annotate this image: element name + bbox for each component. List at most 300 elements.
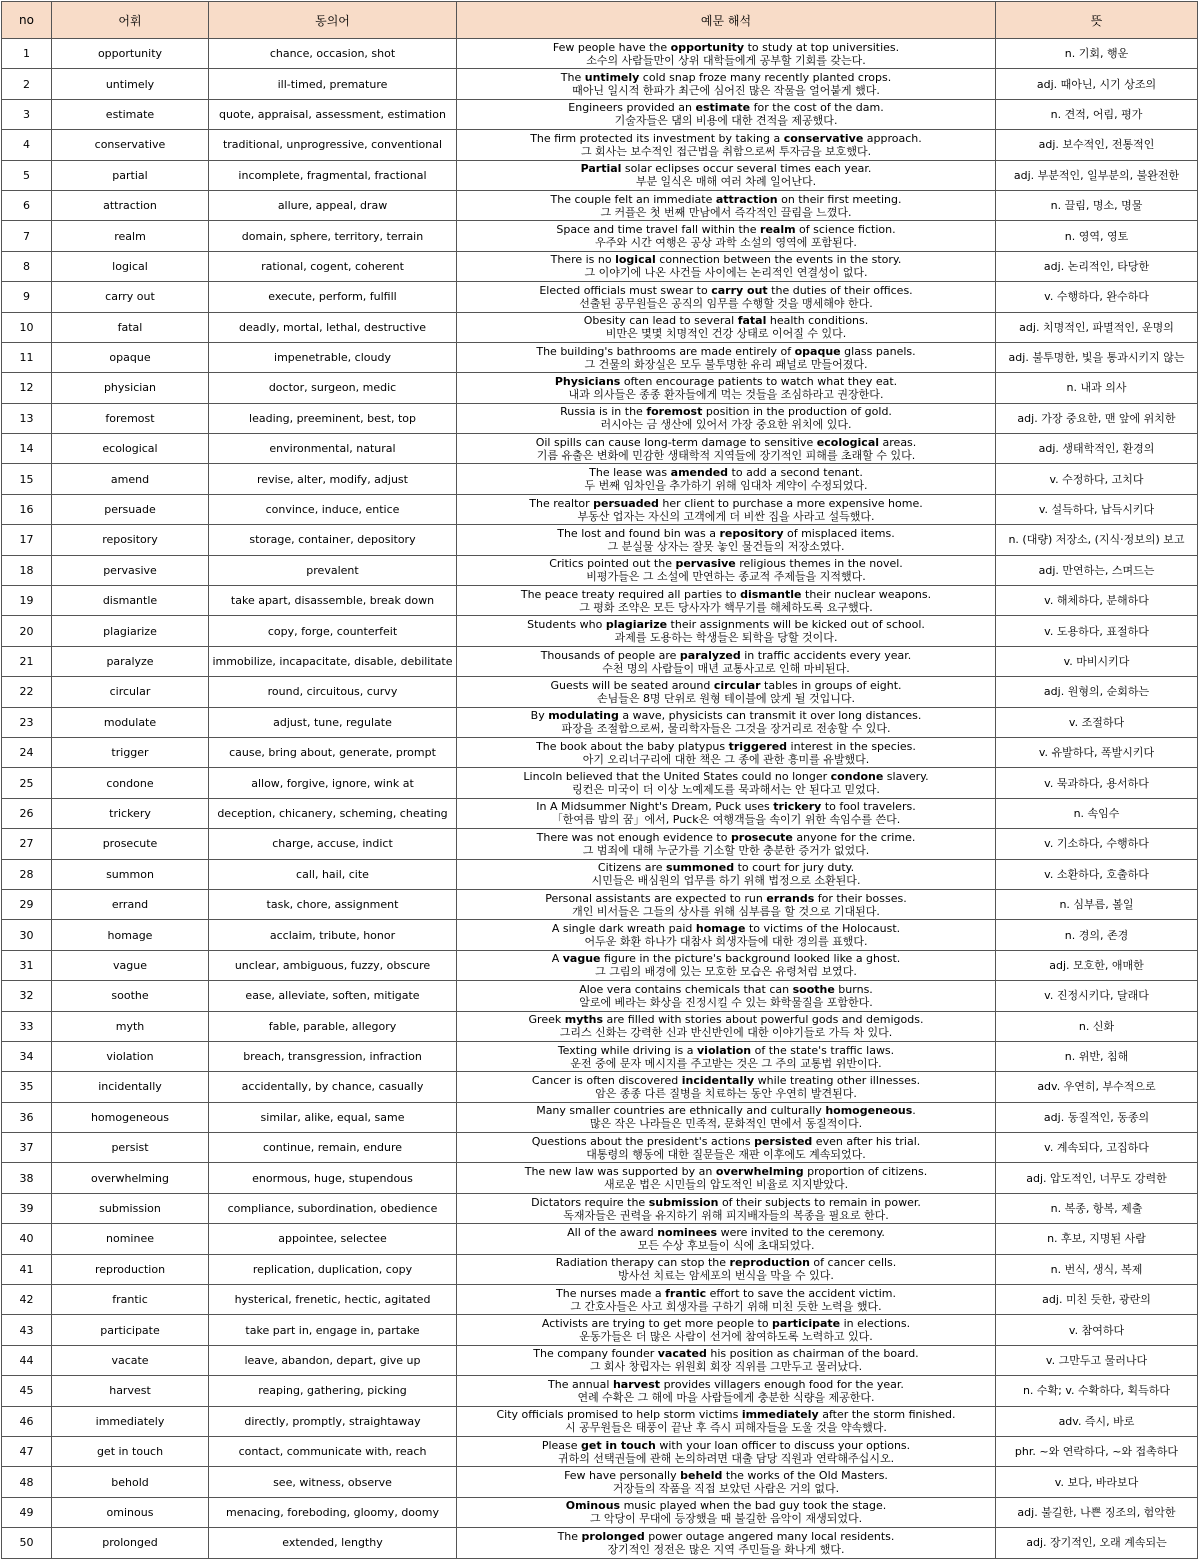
example-cell — [457, 707, 996, 737]
table-row — [2, 1467, 1198, 1497]
example-english — [459, 1408, 993, 1421]
example-keyword: summoned — [666, 861, 735, 875]
example-text-before: The lost and found bin was a — [557, 526, 720, 540]
vocab-word: trickery — [52, 798, 209, 828]
example-text-before: A — [551, 952, 563, 966]
row-number: 8 — [2, 251, 52, 281]
row-number: 9 — [2, 282, 52, 312]
synonyms: doctor, surgeon, medic — [209, 373, 457, 403]
example-cell — [457, 1041, 996, 1071]
synonyms: menacing, foreboding, gloomy, doomy — [209, 1497, 457, 1527]
meaning: n. 끌림, 명소, 명물 — [996, 190, 1198, 220]
synonyms: replication, duplication, copy — [209, 1254, 457, 1284]
example-cell — [457, 1376, 996, 1406]
synonyms: rational, cogent, coherent — [209, 251, 457, 281]
example-english — [459, 800, 993, 813]
row-number: 33 — [2, 1011, 52, 1041]
example-text-before: Thousands of people are — [540, 648, 680, 662]
meaning: n. 속임수 — [996, 798, 1198, 828]
vocab-word: logical — [52, 251, 209, 281]
row-number: 20 — [2, 616, 52, 646]
row-number: 44 — [2, 1345, 52, 1375]
example-text-after: effort to save the accident victim. — [706, 1286, 896, 1300]
example-text-after: of their subjects to remain in power. — [718, 1195, 921, 1209]
example-text-after: their assignments will be kicked out of school. — [667, 618, 925, 632]
example-keyword: trickery — [773, 800, 822, 814]
example-text-after: to court for jury duty. — [734, 861, 855, 875]
synonyms: contact, communicate with, reach — [209, 1436, 457, 1466]
table-row — [2, 190, 1198, 220]
example-keyword: foremost — [646, 405, 703, 419]
meaning: adj. 모호한, 애매한 — [996, 950, 1198, 980]
example-cell — [457, 1011, 996, 1041]
meaning: n. 영역, 영토 — [996, 221, 1198, 251]
synonyms: execute, perform, fulfill — [209, 282, 457, 312]
example-text-before: Citizens are — [597, 861, 667, 875]
example-korean: 「한여름 밤의 꿈」에서, Puck은 여행객들을 속이기 위한 속임수를 쓴다. — [551, 813, 901, 827]
example-korean: 그 평화 조약은 모든 당사자가 핵무기를 해체하도록 요구했다. — [579, 600, 873, 614]
example-text-before: Guests will be seated around — [550, 678, 714, 692]
synonyms: appointee, selectee — [209, 1224, 457, 1254]
meaning: v. 그만두고 물러나다 — [996, 1345, 1198, 1375]
example-cell — [457, 1133, 996, 1163]
row-number: 50 — [2, 1528, 52, 1558]
table-row — [2, 981, 1198, 1011]
example-keyword: attraction — [715, 192, 778, 206]
table-row — [2, 707, 1198, 737]
table-row — [2, 798, 1198, 828]
example-keyword: beheld — [680, 1469, 723, 1483]
table-row — [2, 920, 1198, 950]
example-korean: 비만은 몇몇 치명적인 건강 상태로 이어질 수 있다. — [605, 327, 847, 341]
example-english — [459, 1469, 993, 1482]
meaning: v. 소환하다, 호출하다 — [996, 859, 1198, 889]
example-text-after: anyone for the crime. — [792, 830, 916, 844]
meaning: adj. 보수적인, 전통적인 — [996, 130, 1198, 160]
example-korean: 아기 오리너구리에 대한 책은 그 종에 관한 흥미를 유발했다. — [582, 752, 870, 766]
row-number: 31 — [2, 950, 52, 980]
vocab-word: conservative — [52, 130, 209, 160]
example-korean: 선출된 공무원들은 공직의 임무를 수행할 것을 맹세해야 한다. — [579, 296, 873, 310]
meaning: v. 도용하다, 표절하다 — [996, 616, 1198, 646]
example-text-after: often encourage patients to watch what they eat. — [620, 374, 898, 388]
row-number: 2 — [2, 69, 52, 99]
example-cell — [457, 494, 996, 524]
example-korean: 독재자들은 권력을 유지하기 위해 피지배자들의 복종을 필요로 한다. — [563, 1208, 889, 1222]
example-korean: 거장들의 작품을 직접 보았던 사람은 거의 없다. — [612, 1482, 840, 1496]
example-keyword: myths — [564, 1013, 604, 1027]
example-text-after: proportion of citizens. — [803, 1165, 928, 1179]
example-cell — [457, 1193, 996, 1223]
vocab-word: repository — [52, 525, 209, 555]
example-english — [459, 892, 993, 905]
example-korean: 부동산 업자는 자신의 고객에게 더 비싼 집을 사라고 설득했다. — [577, 509, 875, 523]
example-korean: 연례 수확은 그 해에 마을 사람들에게 충분한 식량을 제공한다. — [577, 1390, 875, 1404]
table-row — [2, 282, 1198, 312]
example-korean: 수천 명의 사람들이 매년 교통사고로 인해 마비된다. — [602, 661, 850, 675]
row-number: 25 — [2, 768, 52, 798]
example-keyword: soothe — [792, 982, 835, 996]
meaning: v. 참여하다 — [996, 1315, 1198, 1345]
table-row — [2, 130, 1198, 160]
example-cell — [457, 1345, 996, 1375]
meaning: adj. 압도적인, 너무도 강력한 — [996, 1163, 1198, 1193]
example-text-before: The lease was — [589, 466, 671, 480]
synonyms: copy, forge, counterfeit — [209, 616, 457, 646]
example-keyword: get in touch — [581, 1438, 656, 1452]
example-cell — [457, 464, 996, 494]
example-text-before: Lincoln believed that the United States could no longer — [523, 770, 831, 784]
synonyms: call, hail, cite — [209, 859, 457, 889]
header-meaning: 뜻 — [996, 2, 1198, 39]
row-number: 14 — [2, 434, 52, 464]
example-text-after: of cancer cells. — [809, 1256, 897, 1270]
example-cell — [457, 1254, 996, 1284]
vocab-word: paralyze — [52, 646, 209, 676]
example-text-before: The — [557, 1529, 582, 1543]
example-text-after: her client to purchase a more expensive home. — [658, 496, 923, 510]
example-korean: 비평가들은 그 소설에 만연하는 종교적 주제들을 지적했다. — [586, 570, 866, 584]
vocab-word: myth — [52, 1011, 209, 1041]
synonyms: acclaim, tribute, honor — [209, 920, 457, 950]
example-keyword: Physicians — [554, 374, 621, 388]
table-row — [2, 950, 1198, 980]
example-text-before: All of the award — [567, 1225, 658, 1239]
example-text-after: figure in the picture's background looked like a ghost. — [600, 952, 901, 966]
synonyms: hysterical, frenetic, hectic, agitated — [209, 1285, 457, 1315]
table-row — [2, 677, 1198, 707]
example-keyword: logical — [615, 253, 656, 267]
meaning: v. 해체하다, 분해하다 — [996, 586, 1198, 616]
example-text-before: The annual — [548, 1377, 613, 1391]
example-cell — [457, 1224, 996, 1254]
meaning: adj. 동질적인, 동종의 — [996, 1102, 1198, 1132]
example-korean: 링컨은 미국이 더 이상 노예제도를 묵과해서는 안 된다고 믿었다. — [572, 783, 880, 797]
synonyms: prevalent — [209, 555, 457, 585]
example-text-before: Elected officials must swear to — [539, 283, 712, 297]
synonyms: take part in, engage in, partake — [209, 1315, 457, 1345]
example-korean: 그 커플은 첫 번째 만남에서 즉각적인 끌림을 느꼈다. — [600, 205, 852, 219]
example-text-before: Engineers provided an — [568, 101, 696, 115]
synonyms: cause, bring about, generate, prompt — [209, 737, 457, 767]
row-number: 38 — [2, 1163, 52, 1193]
example-cell — [457, 677, 996, 707]
table-row — [2, 1376, 1198, 1406]
example-keyword: carry out — [711, 283, 768, 297]
example-english — [459, 588, 993, 601]
example-cell — [457, 555, 996, 585]
example-text-before: In A Midsummer Night's Dream, Puck uses — [536, 800, 774, 814]
example-korean: 그 회사 창립자는 위원회 회장 직위를 그만두고 물러났다. — [589, 1360, 863, 1374]
vocab-word: incidentally — [52, 1072, 209, 1102]
example-text-after: to study at top universities. — [744, 40, 900, 54]
meaning: v. 보다, 바라보다 — [996, 1467, 1198, 1497]
example-english — [459, 1439, 993, 1452]
example-keyword: vague — [562, 952, 601, 966]
example-text-before: Texting while driving is a — [557, 1043, 698, 1057]
meaning: n. 번식, 생식, 복제 — [996, 1254, 1198, 1284]
vocab-word: plagiarize — [52, 616, 209, 646]
example-keyword: violation — [697, 1043, 752, 1057]
vocab-word: untimely — [52, 69, 209, 99]
example-cell — [457, 1163, 996, 1193]
row-number: 30 — [2, 920, 52, 950]
meaning: adj. 미친 듯한, 광란의 — [996, 1285, 1198, 1315]
example-keyword: harvest — [612, 1377, 661, 1391]
vocab-word: behold — [52, 1467, 209, 1497]
vocab-word: vacate — [52, 1345, 209, 1375]
table-row — [2, 1436, 1198, 1466]
synonyms: impenetrable, cloudy — [209, 342, 457, 372]
example-english — [459, 436, 993, 449]
example-keyword: Ominous — [565, 1499, 621, 1513]
example-korean: 암은 종종 다른 질병을 치료하는 동안 우연히 발견된다. — [595, 1086, 857, 1100]
example-keyword: estimate — [695, 101, 751, 115]
example-english — [459, 770, 993, 783]
example-english — [459, 375, 993, 388]
example-text-before: The building's bathrooms are made entirely of — [536, 344, 795, 358]
example-korean: 기름 유출은 변화에 민감한 생태학적 지역들에 장기적인 피해를 초래할 수 있다. — [536, 448, 916, 462]
example-text-before: By — [530, 709, 549, 723]
example-korean: 시민들은 배심원의 업무를 하기 위해 법정으로 소환된다. — [591, 874, 861, 888]
example-cell — [457, 859, 996, 889]
example-english — [459, 1044, 993, 1057]
table-row — [2, 160, 1198, 190]
example-text-after: slavery. — [883, 770, 929, 784]
example-text-before: The realtor — [529, 496, 594, 510]
table-row — [2, 69, 1198, 99]
row-number: 1 — [2, 39, 52, 69]
example-text-after: for the cost of the dam. — [750, 101, 884, 115]
table-row — [2, 99, 1198, 129]
row-number: 27 — [2, 829, 52, 859]
synonyms: convince, induce, entice — [209, 494, 457, 524]
example-text-before: The book about the baby platypus — [536, 739, 729, 753]
table-row — [2, 1193, 1198, 1223]
example-korean: 그 회사는 보수적인 접근법을 취함으로써 투자금을 보호했다. — [580, 144, 872, 158]
example-cell — [457, 221, 996, 251]
vocab-word: trigger — [52, 737, 209, 767]
example-cell — [457, 525, 996, 555]
row-number: 11 — [2, 342, 52, 372]
example-english — [459, 1196, 993, 1209]
example-cell — [457, 1528, 996, 1558]
example-cell — [457, 39, 996, 69]
example-cell — [457, 981, 996, 1011]
table-row — [2, 221, 1198, 251]
meaning: v. 마비시키다 — [996, 646, 1198, 676]
example-english — [459, 162, 993, 175]
example-text-after: music played when the bad guy took the stage. — [620, 1499, 887, 1513]
example-korean: 많은 작은 나라들은 민족적, 문화적인 면에서 동질적이다. — [589, 1117, 863, 1131]
example-english — [459, 922, 993, 935]
example-text-before: The peace treaty required all parties to — [520, 587, 741, 601]
example-text-before: Few people have the — [552, 40, 671, 54]
example-english — [459, 345, 993, 358]
example-korean: 운전 중에 문자 메시지를 주고받는 것은 그 주의 교통법 위반이다. — [570, 1056, 882, 1070]
vocab-word: prolonged — [52, 1528, 209, 1558]
example-keyword: pervasive — [675, 557, 736, 571]
example-keyword: persuaded — [593, 496, 659, 510]
example-text-after: tables in groups of eight. — [760, 678, 902, 692]
example-keyword: homage — [695, 922, 746, 936]
example-text-after: in traffic accidents every year. — [740, 648, 912, 662]
row-number: 32 — [2, 981, 52, 1011]
row-number: 34 — [2, 1041, 52, 1071]
example-english — [459, 1135, 993, 1148]
example-english — [459, 101, 993, 114]
example-english — [459, 1165, 993, 1178]
example-keyword: paralyzed — [679, 648, 741, 662]
row-number: 12 — [2, 373, 52, 403]
synonyms: leave, abandon, depart, give up — [209, 1345, 457, 1375]
meaning: adj. 불길한, 나쁜 징조의, 험악한 — [996, 1497, 1198, 1527]
example-keyword: reproduction — [729, 1256, 810, 1270]
row-number: 47 — [2, 1436, 52, 1466]
example-text-before: There was not enough evidence to — [536, 830, 731, 844]
meaning: n. 내과 의사 — [996, 373, 1198, 403]
example-text-after: religious themes in the novel. — [735, 557, 903, 571]
example-text-after: of the state's traffic laws. — [751, 1043, 895, 1057]
synonyms: domain, sphere, territory, terrain — [209, 221, 457, 251]
example-english — [459, 557, 993, 570]
example-keyword: frantic — [665, 1286, 707, 1300]
example-english — [459, 497, 993, 510]
synonyms: round, circuitous, curvy — [209, 677, 457, 707]
meaning: v. 계속되다, 고집하다 — [996, 1133, 1198, 1163]
row-number: 21 — [2, 646, 52, 676]
example-text-after: areas. — [879, 435, 917, 449]
meaning: adj. 만연하는, 스며드는 — [996, 555, 1198, 585]
example-korean: 우주와 시간 여행은 공상 과학 소설의 영역에 포함된다. — [595, 236, 857, 250]
example-cell — [457, 1436, 996, 1466]
meaning: n. 견적, 어림, 평가 — [996, 99, 1198, 129]
vocab-word: violation — [52, 1041, 209, 1071]
example-cell — [457, 434, 996, 464]
example-text-after: in elections. — [840, 1317, 911, 1331]
vocab-word: partial — [52, 160, 209, 190]
example-korean: 파장을 조절함으로써, 물리학자들은 그것을 장거리로 전송할 수 있다. — [561, 722, 891, 736]
example-korean: 소수의 사람들만이 상위 대학들에게 공부할 기회를 갖는다. — [586, 53, 866, 67]
example-korean: 그 분실물 상자는 잘못 놓인 물건들의 저장소였다. — [607, 539, 845, 553]
example-english — [459, 193, 993, 206]
example-english — [459, 314, 993, 327]
example-english — [459, 1317, 993, 1330]
table-row — [2, 737, 1198, 767]
synonyms: breach, transgression, infraction — [209, 1041, 457, 1071]
example-cell — [457, 342, 996, 372]
synonyms: directly, promptly, straightaway — [209, 1406, 457, 1436]
table-row — [2, 1254, 1198, 1284]
meaning: adj. 치명적인, 파멸적인, 운명의 — [996, 312, 1198, 342]
meaning: n. 복종, 항복, 제출 — [996, 1193, 1198, 1223]
meaning: v. 묵과하다, 용서하다 — [996, 768, 1198, 798]
meaning: adj. 논리적인, 타당한 — [996, 251, 1198, 281]
example-text-before: Please — [541, 1438, 582, 1452]
example-text-before: Students who — [527, 618, 606, 632]
table-row — [2, 525, 1198, 555]
example-text-after: approach. — [863, 131, 922, 145]
row-number: 24 — [2, 737, 52, 767]
meaning: adj. 부분적인, 일부분의, 불완전한 — [996, 160, 1198, 190]
table-row — [2, 555, 1198, 585]
example-cell — [457, 1072, 996, 1102]
example-keyword: prosecute — [730, 830, 793, 844]
example-text-after: health conditions. — [766, 314, 869, 328]
example-keyword: condone — [830, 770, 884, 784]
row-number: 10 — [2, 312, 52, 342]
example-text-before: Activists are trying to get more people to — [541, 1317, 773, 1331]
meaning: adj. 불투명한, 빛을 통과시키지 않는 — [996, 342, 1198, 372]
meaning: v. 설득하다, 납득시키다 — [996, 494, 1198, 524]
synonyms: chance, occasion, shot — [209, 39, 457, 69]
table-row — [2, 1102, 1198, 1132]
example-keyword: untimely — [584, 71, 640, 85]
example-text-after: on their first meeting. — [777, 192, 902, 206]
example-korean: 두 번째 임차인을 추가하기 위해 임대차 계약이 수정되었다. — [584, 479, 868, 493]
example-text-after: after the storm finished. — [818, 1408, 956, 1422]
example-text-after: position in the production of gold. — [702, 405, 892, 419]
example-cell — [457, 1406, 996, 1436]
vocab-word: harvest — [52, 1376, 209, 1406]
example-korean: 시 공무원들은 태풍이 끝난 후 즉시 피해자들을 도울 것을 약속했다. — [565, 1421, 887, 1435]
synonyms: allow, forgive, ignore, wink at — [209, 768, 457, 798]
example-korean: 방사선 치료는 암세포의 번식을 막을 수 있다. — [618, 1269, 834, 1283]
row-number: 49 — [2, 1497, 52, 1527]
synonyms: allure, appeal, draw — [209, 190, 457, 220]
meaning: n. (대량) 저장소, (지식·정보의) 보고 — [996, 525, 1198, 555]
example-korean: 귀하의 선택권들에 관해 논의하려면 대출 담당 직원과 연락해주십시오. — [557, 1451, 895, 1465]
meaning: n. 기회, 행운 — [996, 39, 1198, 69]
meaning: adj. 때아닌, 시기 상조의 — [996, 69, 1198, 99]
example-keyword: circular — [713, 678, 761, 692]
example-cell — [457, 1285, 996, 1315]
example-keyword: vacated — [657, 1347, 707, 1361]
example-english — [459, 952, 993, 965]
row-number: 28 — [2, 859, 52, 889]
example-korean: 그 범죄에 대해 누군가를 기소할 만한 충분한 증거가 없었다. — [582, 843, 870, 857]
meaning: v. 기소하다, 수행하다 — [996, 829, 1198, 859]
example-text-before: A single dark wreath paid — [551, 922, 696, 936]
example-cell — [457, 1497, 996, 1527]
example-korean: 개인 비서들은 그들의 상사를 위해 심부름을 할 것으로 기대된다. — [572, 904, 880, 918]
example-text-before: Few have personally — [564, 1469, 681, 1483]
example-keyword: incidentally — [681, 1073, 755, 1087]
example-cell — [457, 312, 996, 342]
synonyms: incomplete, fragmental, fractional — [209, 160, 457, 190]
example-text-before: Obesity can lead to several — [583, 314, 738, 328]
example-text-after: solar eclipses occur several times each year. — [621, 162, 872, 176]
example-text-before: The couple felt an immediate — [550, 192, 716, 206]
meaning: adv. 즉시, 바로 — [996, 1406, 1198, 1436]
table-row — [2, 494, 1198, 524]
example-text-before: Cancer is often discovered — [531, 1073, 682, 1087]
example-keyword: realm — [760, 223, 796, 237]
meaning: v. 유발하다, 폭발시키다 — [996, 737, 1198, 767]
meaning: adj. 원형의, 순회하는 — [996, 677, 1198, 707]
vocab-word: foremost — [52, 403, 209, 433]
synonyms: task, chore, assignment — [209, 889, 457, 919]
example-cell — [457, 950, 996, 980]
example-korean: 대통령의 행동에 대한 질문들은 재판 이후에도 계속되었다. — [586, 1147, 866, 1161]
example-keyword: conservative — [783, 131, 864, 145]
synonyms: accidentally, by chance, casually — [209, 1072, 457, 1102]
example-text-after: to fool travelers. — [821, 800, 916, 814]
example-keyword: submission — [648, 1195, 719, 1209]
table-row — [2, 1528, 1198, 1558]
example-text-after: . — [912, 1104, 916, 1118]
example-cell — [457, 768, 996, 798]
